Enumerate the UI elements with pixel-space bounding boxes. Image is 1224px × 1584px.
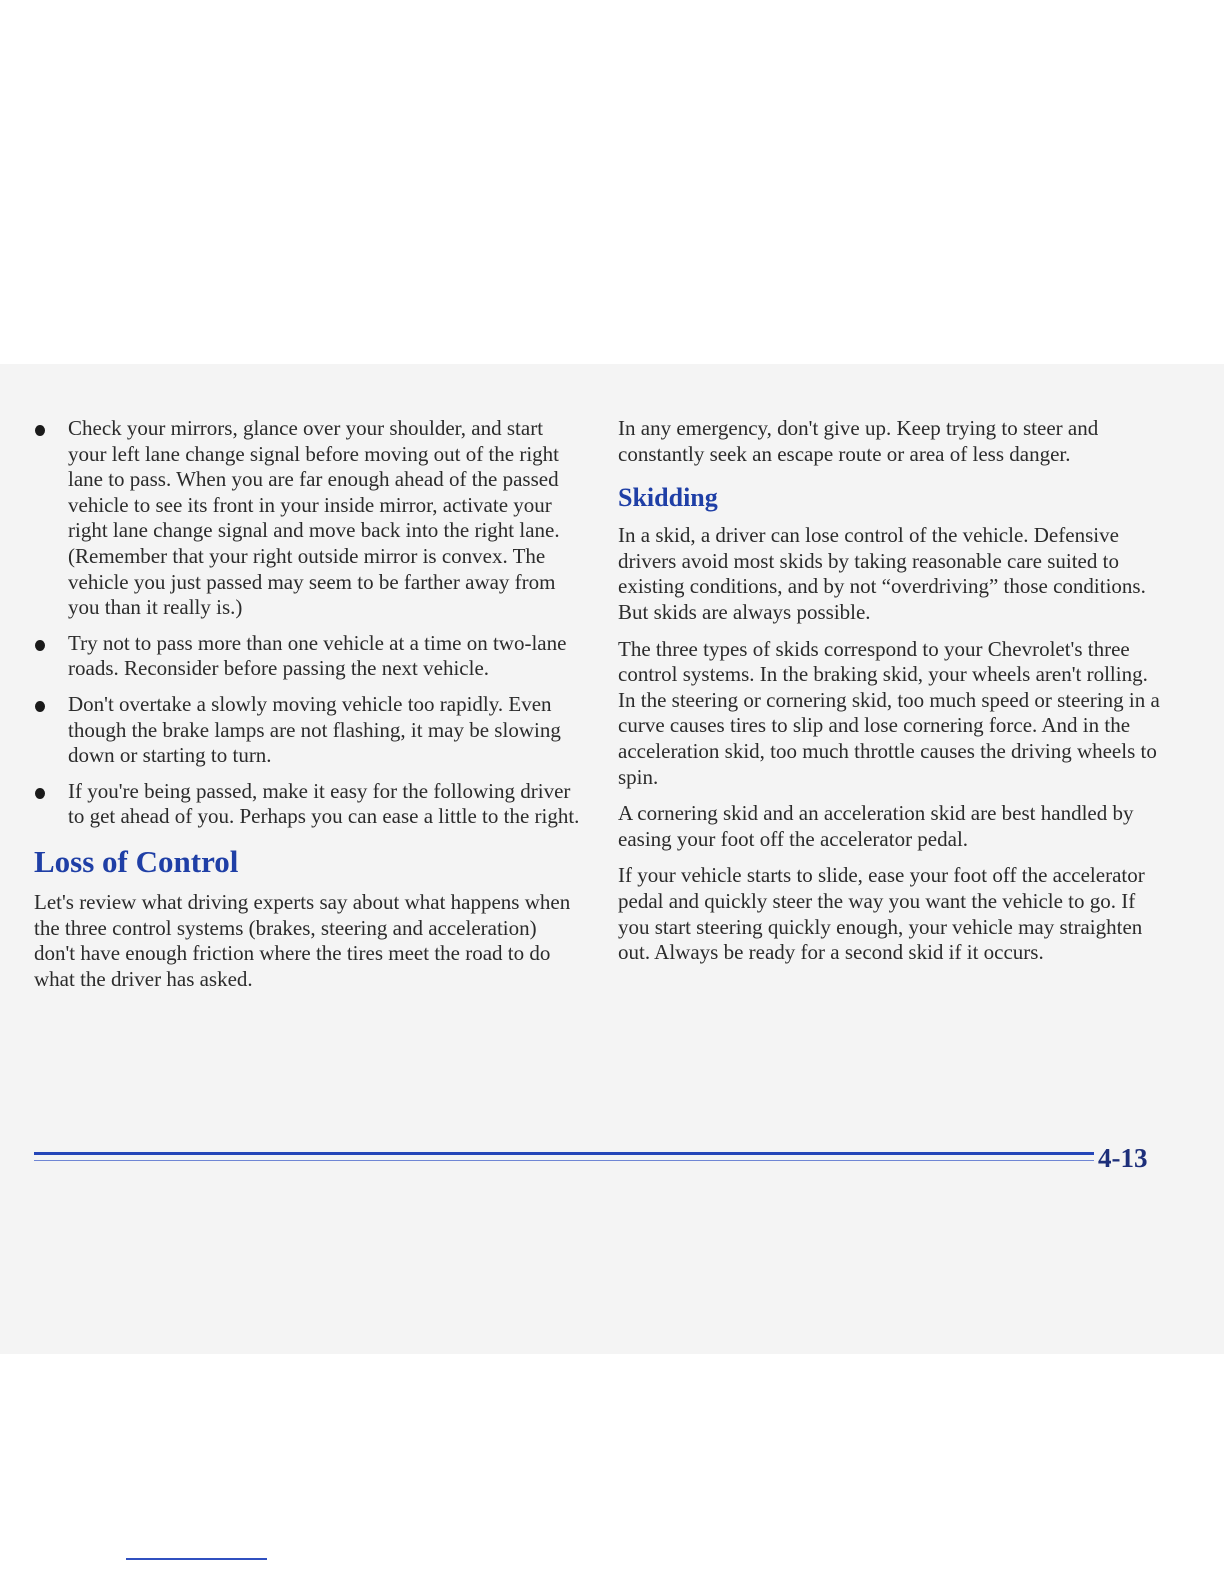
loss-of-control-paragraph: Let's review what driving experts say about what happens when the three control systems (brakes, steering and acceleration) don't have enough friction where the tires meet the road to do what the driver has asked. [34,889,571,991]
list-item [34,692,582,769]
skidding-paragraph-4: If your vehicle starts to slide, ease your foot off the accelerator pedal and quickly steer the way you want the vehicle to go. If you start steering quickly enough, your vehicle may straighten out. Always be ready for a second skid if it occurs. [618,863,1145,965]
footer-rule-thin [34,1160,1094,1161]
page-number: 4-13 [1098,1143,1148,1173]
bullet-icon [35,640,45,651]
bullet-text: Try not to pass more than one vehicle at a time on two-lane roads. Reconsider before passing the next vehicle. [68,630,567,681]
loss-of-control-heading: Loss of Control [34,843,239,879]
skidding-paragraph-2: The three types of skids correspond to your Chevrolet's three control systems. In the braking skid, your wheels aren't rolling. In the steering or cornering skid, too much speed or steering in a curve causes tires to slip and lose cornering force. And in the acceleration skid, too much throttle causes the driving wheels to spin. [618,636,1160,789]
left-column [34,416,582,1003]
list-item [34,631,582,682]
bullet-icon [35,788,45,799]
skidding-heading: Skidding [618,483,718,513]
bullet-text: Check your mirrors, glance over your shoulder, and start your left lane change signal before moving out of the right lane to pass. When you are far enough ahead of the passed vehicle to see its front in your inside mirror, activate your right lane change signal and move back into the right lane. (Remember that your right outside mirror is convex. The vehicle you just passed may seem to be farther away from you than it really is.) [68,416,560,620]
list-item [34,779,582,830]
bottom-divider [126,1558,267,1560]
right-column [618,416,1168,977]
footer-rule [34,1152,1094,1155]
skidding-paragraph-1: In a skid, a driver can lose control of the vehicle. Defensive drivers avoid most skids by taking reasonable care suited to existing conditions, and by not “overdriving” those conditions. But skids are always possible. [618,523,1146,624]
bullet-icon [35,425,45,436]
bullet-text: Don't overtake a slowly moving vehicle too rapidly. Even though the brake lamps are not flashing, it may be slowing down or starting to turn. [68,691,561,768]
skidding-paragraph-3: A cornering skid and an acceleration skid are best handled by easing your foot off the accelerator pedal. [618,801,1134,851]
bullet-icon [35,701,45,712]
passing-tips-list [34,416,582,830]
emergency-paragraph: In any emergency, don't give up. Keep trying to steer and constantly seek an escape route or area of less danger. [618,416,1099,466]
list-item [34,416,582,621]
bullet-text: If you're being passed, make it easy for the following driver to get ahead of you. Perhaps you can ease a little to the right. [68,778,580,829]
